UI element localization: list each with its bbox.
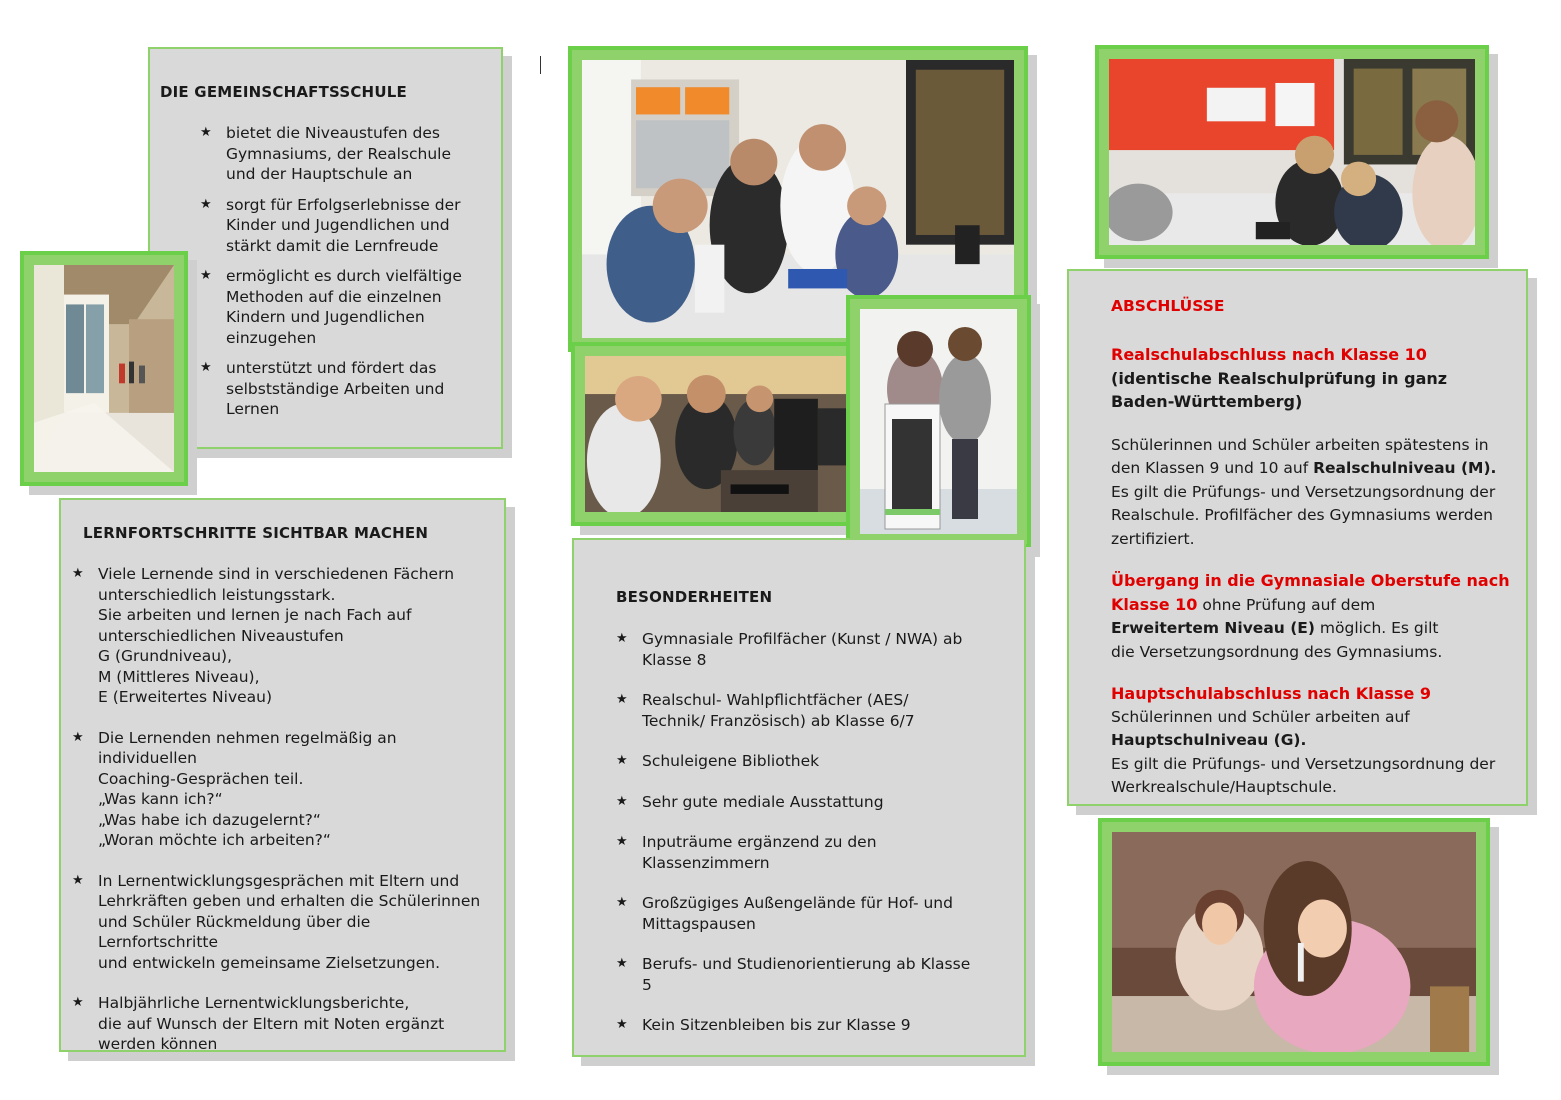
star-icon: ★	[616, 1017, 628, 1032]
star-icon: ★	[200, 196, 212, 212]
tablet-cart-photo	[846, 295, 1031, 548]
classroom-photo	[1095, 45, 1489, 259]
realschul-subheading-1: (identische Realschulprüfung in ganz	[1111, 368, 1448, 388]
tablet-image	[860, 309, 1017, 534]
star-icon: ★	[616, 793, 628, 809]
hallway-image	[34, 265, 174, 472]
list-item: ★ unterstützt und fördert das selbstständige Arbeiten und Lernen	[200, 359, 445, 418]
classroom-image	[1109, 59, 1475, 245]
lernfortschritte-title: LERNFORTSCHRITTE SICHTBAR MACHEN	[83, 524, 429, 542]
hallway-photo	[20, 251, 188, 486]
list-item: ★ Realschul- Wahlpflichtfächer (AES/ Technik/ Französisch) ab Klasse 6/7	[616, 691, 915, 730]
girls-image	[1112, 832, 1476, 1052]
list-item: ★ Gymnasiale Profilfächer (Kunst / NWA) ab Klasse 8	[616, 630, 963, 669]
realschul-subheading-2: Baden-Württemberg)	[1111, 392, 1303, 411]
hauptschul-heading: Hauptschulabschluss nach Klasse 9	[1111, 684, 1432, 703]
list-item: ★ Großzügiges Außengelände für Hof- und Mittagspausen	[616, 894, 953, 933]
computer-image	[585, 356, 847, 512]
gemeinschaftsschule-list	[200, 123, 480, 420]
besonderheiten-title: BESONDERHEITEN	[616, 588, 773, 606]
list-item: ★ Inputräume ergänzend zu den Klassenzimmern	[616, 833, 877, 872]
abschluesse-title: ABSCHLÜSSE	[1111, 297, 1225, 315]
list-item: ★ Kein Sitzenbleiben bis zur Klasse 9	[616, 1016, 911, 1034]
star-icon: ★	[616, 753, 628, 768]
realschul-heading: Realschulabschluss nach Klasse 10	[1111, 345, 1427, 364]
list-item: ★ Schuleigene Bibliothek	[616, 752, 820, 770]
lernfortschritte-list	[72, 564, 492, 1055]
lernfortschritte-panel	[59, 498, 506, 1052]
gemeinschaftsschule-title: DIE GEMEINSCHAFTSSCHULE	[160, 83, 407, 101]
besonderheiten-list	[616, 629, 976, 1036]
star-icon: ★	[200, 125, 212, 140]
abschluesse-content: ABSCHLÜSSE Realschulabschluss nach Klasse 10 (identische Realschulprüfung in ganz Baden-Württemberg) Schülerinnen und Schüler arbeiten spätestens in den Klassen 9 und 10 auf Realschulniveau (M). Es gilt die Prüfungs- und Versetzungsordnung der Realschule. Profilfächer des Gymnasiums werden zertifiziert. Übergang in die Gymnasiale Oberstufe nach Klasse 10 ohne Prüfung auf dem Erweitertem Niveau (E) möglich. Es gilt die Versetzungsordnung des Gymnasiums. Hauptschulabschluss nach Klasse 9 Schülerinnen und Schüler arbeiten auf Hauptschulniveau (G). Es gilt die Prüfungs- und Versetzungsordnung der Werkrealschule/Hauptschule.	[1111, 297, 1510, 796]
star-icon: ★	[200, 360, 212, 375]
list-item: ★ Viele Lernende sind in verschiedenen Fächern unterschiedlich leistungsstark. Sie arbeiten und lernen je nach Fach auf unterschiedlichen Niveaustufen G (Grundniveau), M (Mittleres Niveau), E (Erweitertes Niveau)	[72, 565, 455, 706]
list-item: ★ In Lernentwicklungsgesprächen mit Eltern und Lehrkräften geben und erhalten die Schülerinnen und Schüler Rückmeldung über die Lernfortschritte und entwickeln gemeinsame Zielsetzungen.	[72, 871, 481, 972]
star-icon: ★	[200, 268, 212, 283]
abschluesse-panel	[1067, 269, 1528, 806]
star-icon: ★	[72, 566, 84, 581]
star-icon: ★	[616, 956, 628, 971]
star-icon: ★	[72, 729, 84, 745]
text-cursor	[540, 56, 541, 74]
star-icon: ★	[616, 895, 628, 910]
list-item: ★ bietet die Niveaustufen des Gymnasiums, der Realschule und der Hauptschule an	[200, 124, 452, 183]
gemeinschaftsschule-panel	[148, 47, 503, 449]
star-icon: ★	[72, 995, 84, 1010]
list-item: ★ ermöglicht es durch vielfältige Methoden auf die einzelnen Kindern und Jugendlichen einzugehen	[200, 267, 462, 347]
besonderheiten-panel	[572, 538, 1026, 1057]
list-item: ★ sorgt für Erfolgserlebnisse der Kinder und Jugendlichen und stärkt damit die Lernfreude	[200, 195, 461, 255]
list-item: ★ Die Lernenden nehmen regelmäßig an individuellen Coaching-Gesprächen teil. „Was kann ich?“ „Was habe ich dazugelernt?“ „Woran möchte ich arbeiten?“	[72, 728, 397, 849]
list-item: ★ Berufs- und Studienorientierung ab Klasse 5	[616, 955, 971, 994]
star-icon: ★	[616, 834, 628, 849]
star-icon: ★	[616, 692, 628, 707]
star-icon: ★	[616, 631, 628, 646]
computer-room-photo	[571, 342, 861, 526]
girls-writing-photo	[1098, 818, 1490, 1066]
list-item: ★ Halbjährliche Lernentwicklungsberichte, die auf Wunsch der Eltern mit Noten ergänzt werden können	[72, 994, 445, 1053]
star-icon: ★	[72, 872, 84, 888]
oberstufe-heading: Übergang in die Gymnasiale Oberstufe nach	[1111, 571, 1510, 590]
list-item: ★ Sehr gute mediale Ausstattung	[616, 792, 884, 811]
